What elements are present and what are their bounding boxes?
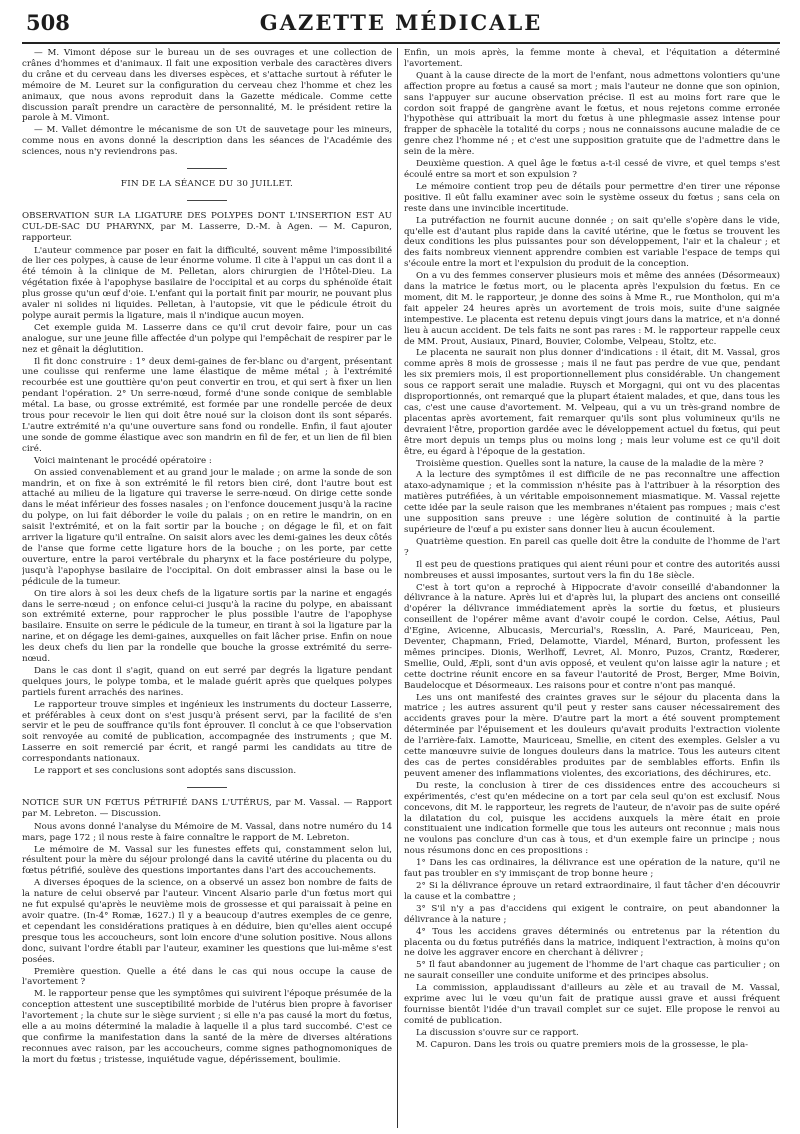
paragraph: A la lecture des symptômes il est difficile de ne pas reconnaître une affection ataxo-adynamique ; et la commission n'hésite pas à l'attribuer à la résorption des matières putréfiées, à un véritable empoisonnement miasmatique. M. Vassal rejette cette idée par la seule raison que les membranes n'étaient pas rompues ; mais c'est une supposition sans preuve : une légère solution de continuité à la partie supérieure de l'œuf a pu exister sans donner lieu à aucun écoulement. (404, 470, 780, 535)
paragraph: Enfin, un mois après, la femme monte à cheval, et l'équitation a déterminé l'avortement. (404, 48, 780, 69)
paragraph: La discussion s'ouvre sur ce rapport. (416, 1027, 579, 1038)
page-number: 508 (26, 10, 70, 35)
paragraph: M. Capuron. Dans les trois ou quatre premiers mois de la grossesse, le pla- (416, 1039, 749, 1050)
paragraph: Quant à la cause directe de la mort de l'enfant, nous admettons volontiers qu'une affection propre au fœtus a causé sa mort ; mais l'auteur ne donne que son opinion, sans l'appuyer sur aucune observation précise. Il est au moins fort rare que le cordon soit frappé de gangrène avant le fœtus, et nous rejetons comme erronée l'hypothèse qui attribuait la mort du fœtus à une phlegmasie assez intense pour frapper de sphacèle la totalité du corps ; nous ne connaissons aucune maladie de ce genre chez l'homme né ; et c'est une supposition gratuite que de l'admettre dans le sein de la mère. (404, 70, 780, 158)
separator-rule (22, 781, 392, 792)
question-heading: Quatrième question. En pareil cas quelle doit être la conduite de l'homme de l'art ? (404, 536, 780, 558)
paragraph: Voici maintenant le procédé opératoire : (34, 455, 212, 466)
paragraph: Le rapporteur trouve simples et ingénieux les instruments du docteur Lasserre, et préférables à ceux dont on s'est jusqu'à présent servi, par la facilité de s'en servir et le peu de souffrance qu'ils font éprouver. Il conclut à ce que l'observation soit renvoyée au comité de publication, accompagnée des instruments ; que M. Lasserre en soit remercié par écrit, et rangé parmi les candidats au titre de correspondants nationaux. (22, 699, 392, 765)
paragraph: Les uns ont manifesté des craintes graves sur le séjour du placenta dans la matrice ; les autres assurent qu'il peut y rester sans causer nécessairement des accidents graves pour la mère. D'autre part la mort a été souvent promptement déterminée par l'épuisement et les douleurs qu'avait produits l'extraction violente de l'arrière-faix. Lamotte, Mauriceau, Smellie, en citent des exemples. Gelsler a vu cette manœuvre suivie de longues douleurs dans la matrice. Tous les auteurs citent des cas de pertes considérables produites par de semblables efforts. Enfin ils peuvent amener des inflammations violentes, des excoriations, des déchirures, etc. (404, 692, 780, 779)
paragraph: La putréfaction ne fournit aucune donnée ; on sait qu'elle s'opère dans le vide, qu'elle est d'autant plus rapide dans la cavité utérine, que le fœtus se trouvent les deux conditions les plus puissantes pour son développement, l'air et la chaleur ; et des faits nombreux viennent apprendre combien est variable l'espace de temps qui s'écoule entre la mort et l'expulsion du produit de la conception. (404, 215, 780, 270)
question-heading: Deuxième question. A quel âge le fœtus a-t-il cessé de vivre, et quel temps s'est écoulé entre sa mort et son expulsion ? (404, 159, 780, 180)
proposition-item: 4° Tous les accidens graves déterminés ou entretenus par la rétention du placenta ou du fœtus putréfiés dans la matrice, indiquent l'extraction, à moins qu'on ne doive les aggraver encore en cherchant à délivrer ; (404, 926, 780, 959)
paragraph: M. le rapporteur pense que les symptômes qui suivirent l'époque présumée de la conception attestent une susceptibilité morbide de l'utérus bien propre à favoriser l'avortement ; la chute sur le siège survient ; si elle n'a pas causé la mort du fœtus, elle a au moins déterminé la maladie à laquelle il a plus tard succombé. C'est ce que confirme la manifestation dans la santé de la mère de diverses altérations reconnues avec raison, par les accoucheurs, comme signes pathognomoniques de la mort du fœtus ; tristesse, inquiétude vague, dépérissement, boulimie. (22, 989, 392, 1065)
separator-rule (22, 194, 392, 205)
left-column (22, 48, 392, 1126)
article-title-polypes: OBSERVATION SUR LA LIGATURE DES POLYPES DONT L'INSERTION EST AU CUL-DE-SAC DU PHARYNX, par M. Lasserre, D.-M. à Agen. — M. Capuron, rapporteur. (22, 210, 392, 243)
separator-rule (22, 162, 392, 173)
proposition-item: 3° S'il n'y a pas d'accidens qui exigent le contraire, on peut abandonner la délivrance à la nature ; (404, 903, 780, 925)
paragraph: Le placenta ne saurait non plus donner d'indications : il était, dit M. Vassal, gros comme après 8 mois de grossesse ; mais il ne faut pas perdre de vue que, pendant les six premiers mois, il est proportionnellement plus considérable. Un changement sous ce rapport serait une maladie. Ruysch et Morgagni, qui ont vu des placentas disproportionnés, ont remarqué que la plupart étaient malades, et que, dans tous les cas, c'est une cause d'avortement. M. Velpeau, qui a vu un très-grand nombre de placentas après avortement, fait remarquer qu'ils sont plus volumineux qu'ils ne devraient l'être, proportion gardée avec le développement actuel du fœtus, qui peut être mort depuis un temps plus ou moins long ; mais leur volume est ce qu'il doit être, eu égard à l'époque de la gestation. (404, 348, 780, 457)
paragraph: Dans le cas dont il s'agit, quand on eut serré par degrés la ligature pendant quelques jours, le polype tomba, et le malade guérit après que quelques polypes partiels furent arrachés des narines. (22, 665, 392, 698)
paragraph: On assied convenablement et au grand jour le malade ; on arme la sonde de son mandrin, et on fixe à son extrémité le fil retors bien ciré, dont l'autre bout est attaché au milieu de la ligature qui traverse le serre-nœud. On dirige cette sonde dans le méat inférieur des fosses nasales ; on l'enfonce doucement jusqu'à la racine du polype, on lui fait déborder le voile du palais ; on en retire le mandrin, on en saisit l'extrémité, et on la fait sortir par la bouche ; on dégage le fil, et on fait arriver la ligature qu'il entraîne. On saisit alors avec les demi-gaines les deux côtés de l'anse que forme cette ligature hors de la bouche ; on les porte, par cette ouverture, entre la paroi vertébrale du pharynx et la face postérieure du polype, jusqu'à l'apophyse basilaire de l'occipital. On doit embrasser ainsi la base ou le pédicule de la tumeur. (22, 467, 392, 587)
paragraph: Il fit donc construire : 1° deux demi-gaines de fer-blanc ou d'argent, présentant une coulisse qui renferme une lame élastique de même métal ; à l'extrémité recourbée est une gouttière qu'on peut convertir en trou, et qui sert à fixer un lien pendant l'opération. 2° Un serre-nœud, formé d'une sonde conique de semblable métal. La base, ou grosse extrémité, est formée par une rondelle percée de deux trous pour recevoir le lien qui doit être noué sur la cloison dont ils sont séparés. L'autre extrémité n'a qu'une ouverture sans fond ou rondelle. Enfin, il faut ajouter une sonde de gomme élastique avec son mandrin en fil de fer, et un lien de fil bien ciré. (22, 356, 392, 454)
session-end-heading: FIN DE LA SÉANCE DU 30 JUILLET. (120, 178, 294, 189)
article-title-foetus: NOTICE SUR UN FŒTUS PÉTRIFIÉ DANS L'UTÉRUS, par M. Vassal. — Rapport par M. Lebreton. — Discussion. (22, 797, 392, 819)
paragraph: Nous avons donné l'analyse du Mémoire de M. Vassal, dans notre numéro du 14 mars, page 172 ; il nous reste à faire connaître le rapport de M. Lebreton. (22, 821, 392, 843)
paragraph: Du reste, la conclusion à tirer de ces dissidences entre des accoucheurs si expérimentés, c'est qu'en médecine on a tort par cela seul qu'on est exclusif. Nous concevons, dit M. le rapporteur, les regrets de l'auteur, de n'avoir pas de suite opéré la dilatation du col, puisque les accidens auxquels la mère était en proie constituaient une indication formelle que tous les auteurs ont reconnue ; mais nous ne voulons pas conclure d'un cas à tous, et d'un exemple faire un principe ; nous nous résumons donc en ces propositions : (404, 780, 780, 857)
question-heading: Première question. Quelle a été dans le cas qui nous occupe la cause de l'avortement ? (22, 966, 392, 988)
page-header (22, 6, 780, 44)
question-heading: Troisième question. Quelles sont la nature, la cause de la maladie de la mère ? (416, 458, 764, 469)
paragraph: Le mémoire de M. Vassal sur les funestes effets qui, constamment selon lui, résultent pour la mère du séjour prolongé dans la cavité utérine du placenta ou du fœtus pétrifié, soulève des questions importantes dans l'art des accouchements. (22, 844, 392, 877)
paragraph: Il est peu de questions pratiques qui aient réuni pour et contre des autorités aussi nombreuses et aussi imposantes, surtout vers la fin du 18e siècle. (404, 559, 780, 581)
column-divider (397, 48, 398, 1128)
paragraph: — M. Vallet démontre le mécanisme de son Ut de sauvetage pour les mineurs, comme nous en avons donné la description dans les séances de l'Académie des sciences, nous n'y reviendrons pas. (22, 125, 392, 158)
paragraph: Le mémoire contient trop peu de détails pour permettre d'en tirer une réponse positive. Il eût fallu examiner avec soin le système osseux du fœtus ; sans cela on reste dans une invincible incertitude. (404, 181, 780, 214)
paragraph: On a vu des femmes conserver plusieurs mois et même des années (Désormeaux) dans la matrice le fœtus mort, ou le placenta après l'expulsion du fœtus. En ce moment, dit M. le rapporteur, je donne des soins à Mme R., rue Montholon, qui m'a fait appeler 24 heures après un avortement de trois mois, suite d'une saignée intempestive. Le placenta est retenu depuis vingt jours dans la matrice, et n'a donné lieu à aucun accident. De tels faits ne sont pas rares : M. le rapporteur rappelle ceux de MM. Prout, Ausiaux, Pinard, Bouvier, Colombe, Velpeau, Stoltz, etc. (404, 271, 780, 347)
proposition-item: 2° Si la délivrance éprouve un retard extraordinaire, il faut tâcher d'en découvrir la cause et la combattre ; (404, 880, 780, 902)
paragraph: On tire alors à soi les deux chefs de la ligature sortis par la narine et engagés dans le serre-nœud ; on enfonce celui-ci jusqu'à la racine du polype, en abaissant son extrémité externe, pour rapprocher le plus possible l'autre de l'apophyse basilaire. Ensuite on serre le pédicule de la tumeur, en tirant à soi la ligature par la narine, et on dégage les demi-gaines, auxquelles on fait lâcher prise. Enfin on noue les deux chefs du lien par la rondelle que bouche la grosse extrémité du serre-nœud. (22, 588, 392, 665)
paragraph: L'auteur commence par poser en fait la difficulté, souvent même l'impossibilité de lier ces polypes, à cause de leur énorme volume. Il cite à l'appui un cas dont il a été témoin à la clinique de M. Pelletan, alors chirurgien de l'Hôtel-Dieu. La végétation fixée à l'apophyse basilaire de l'occipital et au corps du sphénoïde était plus grosse qu'un œuf d'oie. L'enfant qui la portait finit par mourir, ne pouvant plus avaler ni solides ni liquides. Pelletan, à l'autopsie, vit que le pédicule étroit du polype aurait permis la ligature, mais il n'indique aucun moyen. (22, 245, 392, 321)
paragraph: C'est à tort qu'on a reproché à Hippocrate d'avoir conseillé d'abandonner la délivrance à la nature. Après lui et d'après lui, la plupart des anciens ont conseillé d'opérer la délivrance immédiatement après la sortie du fœtus, et plusieurs conseillent de l'opérer même avant d'avoir coupé le cordon. Celse, Aétius, Paul d'Egine, Avicenne, Albucasis, Mercurial's, Rœsslin, A. Paré, Mauriceau, Pen, Deventer, Chapmann, Fried, Delamotte, Viardel, Ménard, Burton, professent les mêmes principes. Dionis, Werlhoff, Levret, Al. Monro, Puzos, Crantz, Rœderer, Smellie, Ould, Æpli, sont d'un avis opposé, et veulent qu'on laisse agir la nature ; et cette doctrine réunit encore en sa faveur l'autorité de Prost, Berger, Mme Boivin, Baudelocque et Désormeaux. Les raisons pour et contre n'ont pas manqué. (404, 582, 780, 691)
right-column (404, 48, 780, 1126)
paragraph: Cet exemple guida M. Lasserre dans ce qu'il crut devoir faire, pour un cas analogue, sur une jeune fille affectée d'un polype qui l'empêchait de respirer par le nez et gênait la déglutition. (22, 322, 392, 355)
paragraph: — M. Vimont dépose sur le bureau un de ses ouvrages et une collection de crânes d'hommes et d'animaux. Il fait une exposition verbale des caractères divers du crâne et du cerveau dans les diverses espèces, et s'attache surtout à réfuter le mémoire de M. Leuret sur la configuration du cerveau chez l'homme et chez les animaux, que nous avons reproduit dans la Gazette médicale. Comme cette discussion paraît prendre un caractère de personnalité, M. le président retire la parole à M. Vimont. (22, 48, 392, 124)
journal-title: GAZETTE MÉDICALE (259, 10, 543, 35)
paragraph: A diverses époques de la science, on a observé un assez bon nombre de faits de la nature de celui observé par l'auteur. Vincent Alsario parle d'un fœtus mort qui ne fut expulsé qu'après le neuvième mois de grossesse et qui paraissait à peine en avoir quatre. (In-4° Romæ, 1627.) Il y a beaucoup d'autres exemples de ce genre, et cependant les considérations pratiques à en déduire, bien qu'elles aient occupé presque tous les accoucheurs, sont loin encore d'une solution positive. Nous allons donc, suivant l'ordre établi par l'auteur, examiner les questions que lui-même s'est posées. (22, 878, 392, 965)
paragraph: La commission, applaudissant d'ailleurs au zèle et au travail de M. Vassal, exprime avec lui le vœu qu'un fait de pratique aussi grave et aussi fréquent fournisse bientôt l'idée d'un travail complet sur ce sujet. Elle propose le renvoi au comité de publication. (404, 983, 780, 1026)
proposition-item: 5° Il faut abandonner au jugement de l'homme de l'art chaque cas particulier ; on ne saurait conseiller une conduite uniforme et des principes absolus. (404, 960, 780, 982)
proposition-item: 1° Dans les cas ordinaires, la délivrance est une opération de la nature, qu'il ne faut pas troubler en s'y immisçant de trop bonne heure ; (404, 858, 780, 880)
paragraph: Le rapport et ses conclusions sont adoptés sans discussion. (34, 766, 297, 777)
